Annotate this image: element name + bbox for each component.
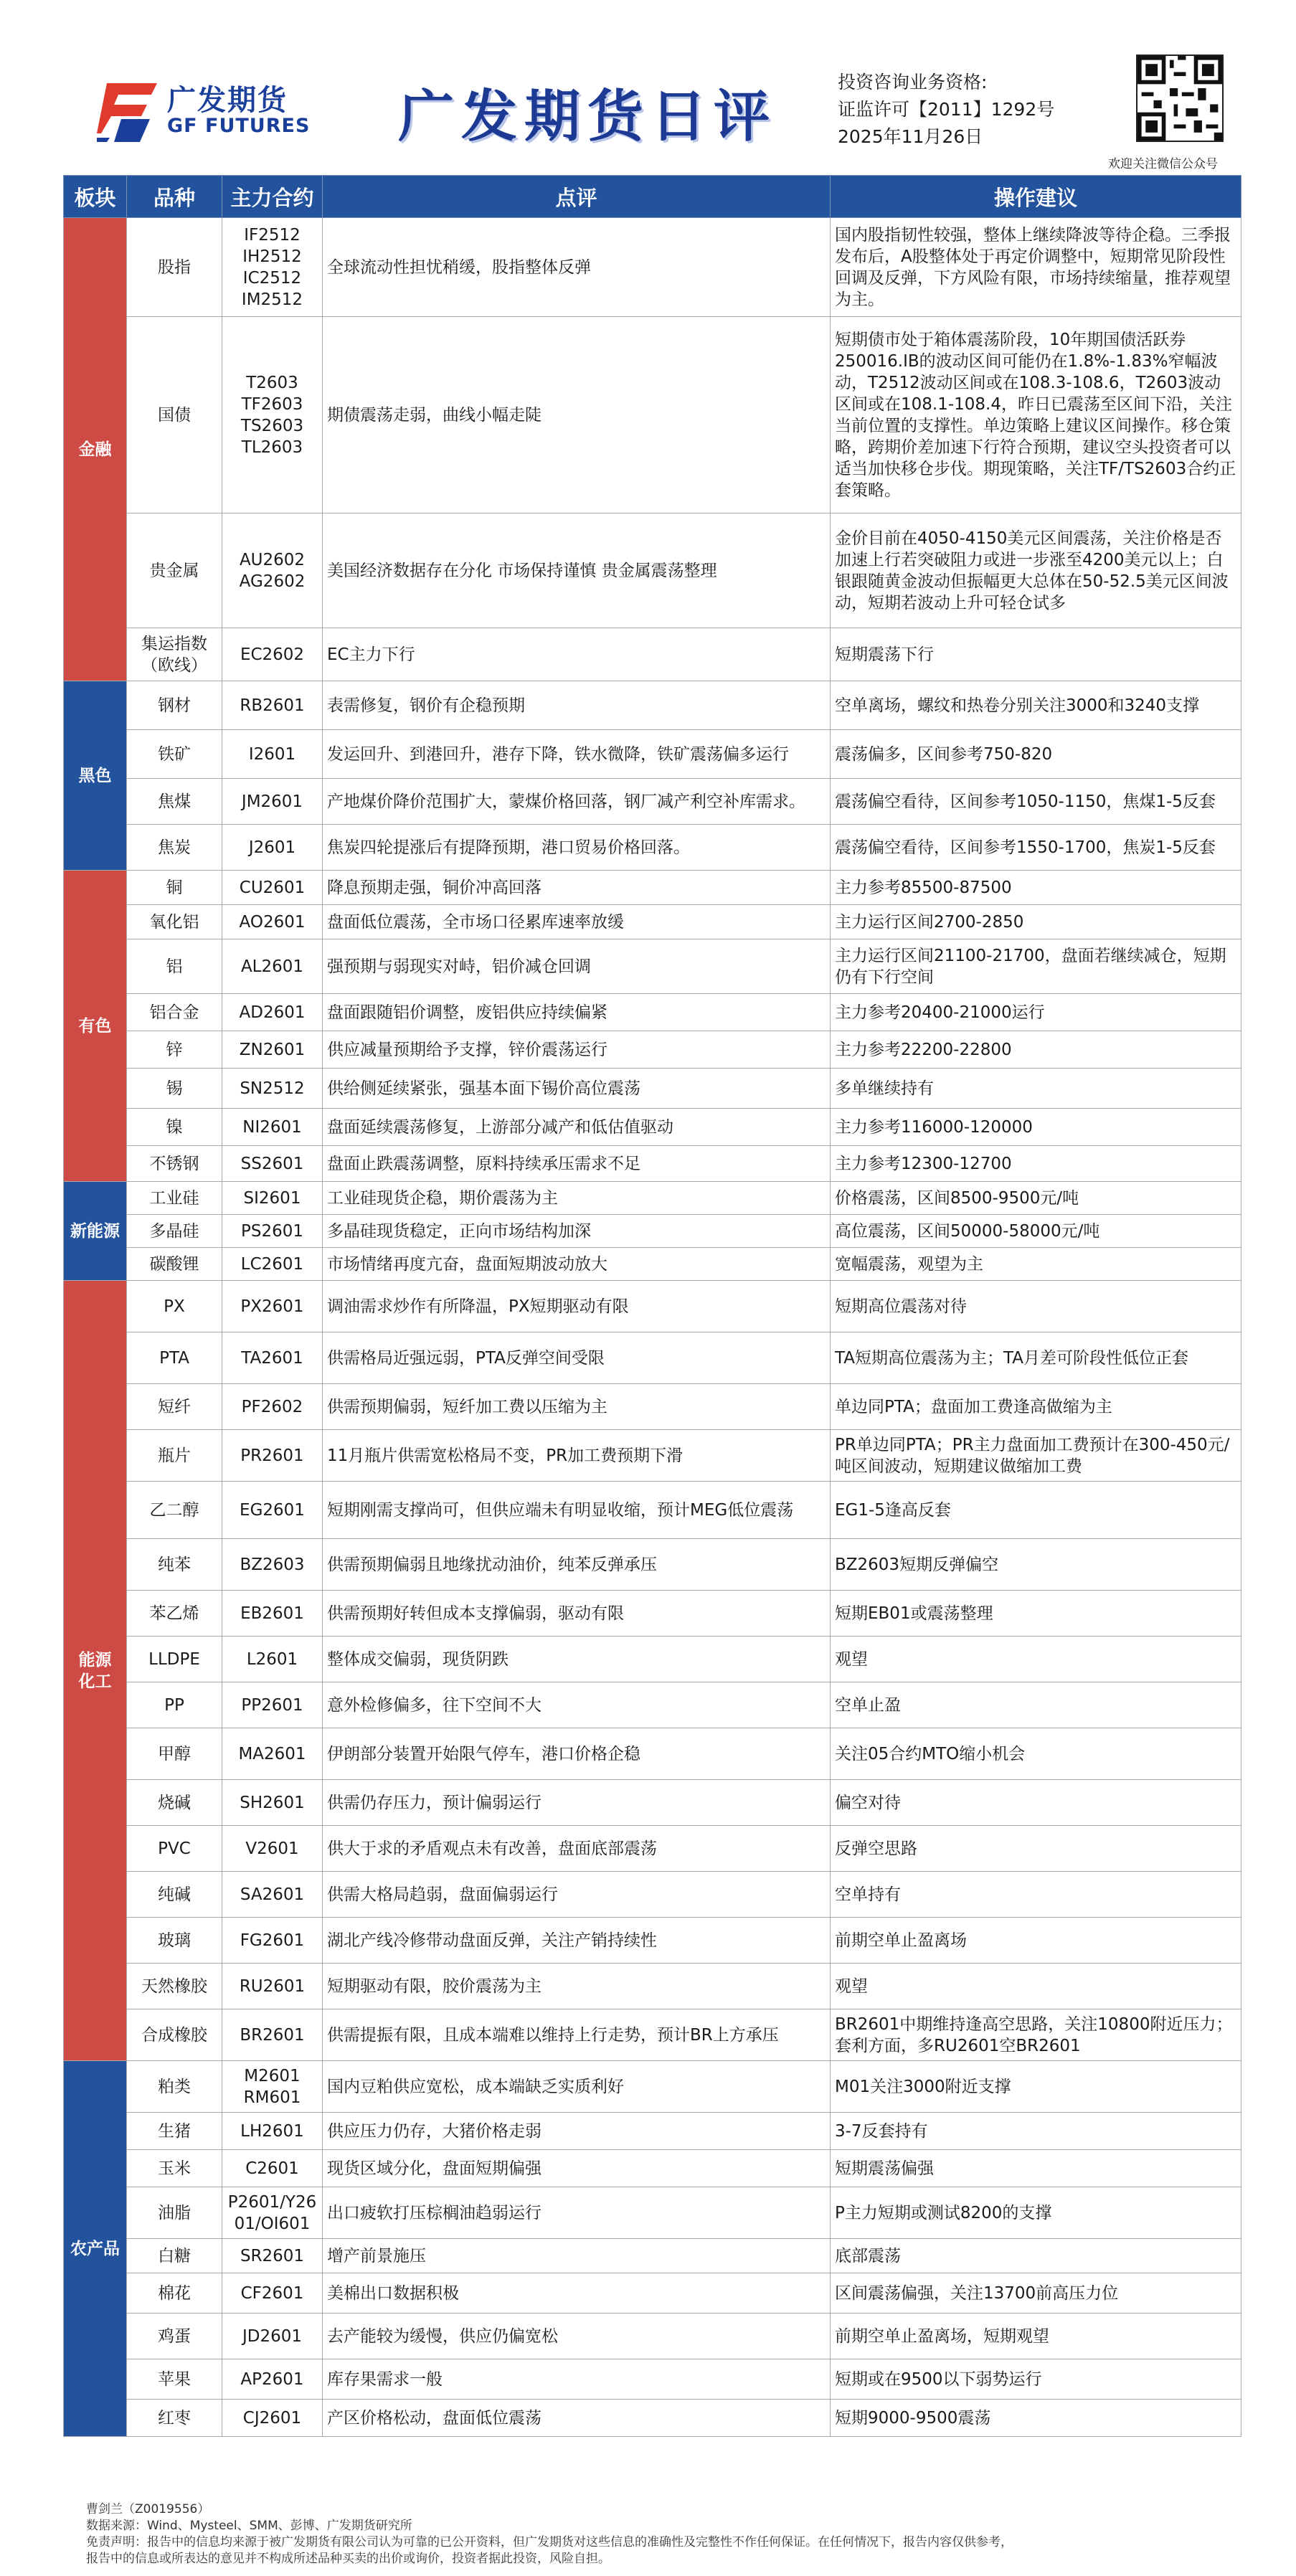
contract-cell: CU2601 [222,871,323,905]
table-row [64,1682,1241,1728]
table-row [64,1332,1241,1384]
table-row [64,1430,1241,1482]
comment-cell: 盘面延续震荡修复，上游部分减产和低估值驱动 [323,1109,831,1146]
table-row [64,994,1241,1031]
variety-cell: 生猪 [127,2113,222,2150]
advice-cell: 3-7反套持有 [831,2113,1241,2150]
table-row [64,628,1241,681]
comment-cell: 11月瓶片供需宽松格局不变，PR加工费预期下滑 [323,1430,831,1482]
report-header [0,0,1296,171]
table-row [64,218,1241,317]
table-row [64,1591,1241,1637]
advice-cell: 短期震荡下行 [831,628,1241,681]
contract-cell: PF2602 [222,1384,323,1430]
contract-cell: CJ2601 [222,2400,323,2437]
comment-cell: 供给侧延续紧张，强基本面下锡价高位震荡 [323,1069,831,1109]
comment-cell: 盘面跟随铝价调整，废铝供应持续偏紧 [323,994,831,1031]
table-row [64,1109,1241,1146]
contract-cell: FG2601 [222,1918,323,1964]
advice-cell: 主力参考116000-120000 [831,1109,1241,1146]
comment-cell: 供需提振有限，且成本端难以维持上行走势，预计BR上方承压 [323,2009,831,2061]
advice-cell: 主力参考20400-21000运行 [831,994,1241,1031]
data-source-line: 数据来源：Wind、Mysteel、SMM、彭博、广发期货研究所 [86,2519,412,2533]
contract-cell: SN2512 [222,1069,323,1109]
variety-cell: 红枣 [127,2400,222,2437]
advice-cell: 震荡偏空看待，区间参考1550-1700，焦炭1-5反套 [831,825,1241,871]
variety-cell: 纯碱 [127,1872,222,1918]
comment-cell: 供需预期好转但成本支撑偏弱，驱动有限 [323,1591,831,1637]
advice-cell: 震荡偏空看待，区间参考1050-1150，焦煤1-5反套 [831,779,1241,825]
contract-cell: P2601/Y26 01/OI601 [222,2187,323,2239]
comment-cell: 增产前景施压 [323,2239,831,2273]
table-row [64,871,1241,905]
variety-cell: 不锈钢 [127,1146,222,1182]
variety-cell: 碳酸锂 [127,1248,222,1281]
contract-cell: AP2601 [222,2359,323,2400]
variety-cell: 油脂 [127,2187,222,2239]
comment-cell: 产区价格松动，盘面低位震荡 [323,2400,831,2437]
contract-cell: LH2601 [222,2113,323,2150]
variety-cell: LLDPE [127,1637,222,1682]
variety-cell: 股指 [127,218,222,317]
advice-cell: 空单止盈 [831,1682,1241,1728]
logo-chinese-name: 广发期货 [167,84,288,117]
comment-cell: 盘面低位震荡，全市场口径累库速率放缓 [323,905,831,939]
license-number: 证监许可【2011】1292号 [838,99,1055,120]
advice-cell: 区间震荡偏强，关注13700前高压力位 [831,2273,1241,2314]
contract-cell: JM2601 [222,779,323,825]
variety-cell: 天然橡胶 [127,1964,222,2009]
comment-cell: EC主力下行 [323,628,831,681]
table-row [64,779,1241,825]
table-row [64,1872,1241,1918]
contract-cell: AD2601 [222,994,323,1031]
variety-cell: 短纤 [127,1384,222,1430]
advice-cell: 主力参考12300-12700 [831,1146,1241,1182]
comment-cell: 出口疲软打压棕榈油趋弱运行 [323,2187,831,2239]
table-row [64,1826,1241,1872]
contract-cell: CF2601 [222,2273,323,2314]
variety-cell: 铝 [127,939,222,994]
table-header-row [64,176,1241,218]
variety-cell: 锌 [127,1031,222,1069]
comment-cell: 短期驱动有限，胶价震荡为主 [323,1964,831,2009]
comment-cell: 供应减量预期给予支撑，锌价震荡运行 [323,1031,831,1069]
comment-cell: 美棉出口数据积极 [323,2273,831,2314]
contract-cell: IF2512 IH2512 IC2512 IM2512 [222,218,323,317]
table-row [64,825,1241,871]
comment-cell: 现货区域分化，盘面短期偏强 [323,2150,831,2187]
advice-cell: TA短期高位震荡为主；TA月差可阶段性低位正套 [831,1332,1241,1384]
contract-cell: EB2601 [222,1591,323,1637]
table-row [64,1215,1241,1248]
comment-cell: 湖北产线冷修带动盘面反弹，关注产销持续性 [323,1918,831,1964]
advice-cell: 价格震荡，区间8500-9500元/吨 [831,1182,1241,1215]
comment-cell: 市场情绪再度亢奋，盘面短期波动放大 [323,1248,831,1281]
table-row [64,1281,1241,1332]
variety-cell: 国债 [127,317,222,513]
contract-cell: RU2601 [222,1964,323,2009]
variety-cell: 乙二醇 [127,1482,222,1539]
variety-cell: PX [127,1281,222,1332]
table-row [64,681,1241,730]
disclaimer-line: 免责声明：报告中的信息均来源于被广发期货有限公司认为可靠的已公开资料，但广发期货对这些信息的准确性及完整性不作任何保证。在任何情况下，报告内容仅供参考， [86,2535,1013,2549]
variety-cell: 焦炭 [127,825,222,871]
variety-cell: 铜 [127,871,222,905]
contract-cell: AL2601 [222,939,323,994]
variety-cell: 瓶片 [127,1430,222,1482]
advice-cell: 观望 [831,1637,1241,1682]
table-row [64,1964,1241,2009]
column-header-sector: 板块 [64,176,127,218]
comment-cell: 多晶硅现货稳定，正向市场结构加深 [323,1215,831,1248]
advice-cell: 短期震荡偏强 [831,2150,1241,2187]
table-row [64,1539,1241,1591]
comment-cell: 供需格局近强远弱，PTA反弹空间受限 [323,1332,831,1384]
contract-cell: T2603 TF2603 TS2603 TL2603 [222,317,323,513]
advice-cell: 主力参考85500-87500 [831,871,1241,905]
sector-cell-ferrous: 黑色 [64,681,127,871]
column-header-contract: 主力合约 [222,176,323,218]
sector-cell-agri: 农产品 [64,2061,127,2437]
advice-cell: 国内股指韧性较强，整体上继续降波等待企稳。三季报发布后，A股整体处于再定价调整中，短期常见阶段性回调及反弹，下方风险有限，市场持续缩量，推荐观望为主。 [831,218,1241,317]
table-row [64,2113,1241,2150]
table-row [64,1637,1241,1682]
contract-cell: NI2601 [222,1109,323,1146]
table-row [64,905,1241,939]
variety-cell: 锡 [127,1069,222,1109]
contract-cell: PP2601 [222,1682,323,1728]
comment-cell: 调油需求炒作有所降温，PX短期驱动有限 [323,1281,831,1332]
table-row [64,1248,1241,1281]
comment-cell: 期债震荡走弱，曲线小幅走陡 [323,317,831,513]
variety-cell: PP [127,1682,222,1728]
variety-cell: 铝合金 [127,994,222,1031]
table-row [64,2150,1241,2187]
variety-cell: 纯苯 [127,1539,222,1591]
contract-cell: SA2601 [222,1872,323,1918]
advice-cell: 宽幅震荡，观望为主 [831,1248,1241,1281]
variety-cell: 钢材 [127,681,222,730]
contract-cell: M2601 RM601 [222,2061,323,2113]
advice-cell: BZ2603短期反弹偏空 [831,1539,1241,1591]
gf-futures-logo [97,73,326,145]
comment-cell: 供需仍存压力，预计偏弱运行 [323,1780,831,1826]
variety-cell: 贵金属 [127,513,222,628]
comment-cell: 供需预期偏弱，短纤加工费以压缩为主 [323,1384,831,1430]
advice-cell: 主力运行区间21100-21700，盘面若继续减仓，短期仍有下行空间 [831,939,1241,994]
comment-cell: 去产能较为缓慢，供应仍偏宽松 [323,2314,831,2359]
table-row [64,939,1241,994]
table-row [64,1918,1241,1964]
contract-cell: SI2601 [222,1182,323,1215]
contract-cell: AU2602 AG2602 [222,513,323,628]
advice-cell: 观望 [831,1964,1241,2009]
column-header-variety: 品种 [127,176,222,218]
advice-cell: 前期空单止盈离场 [831,1918,1241,1964]
column-header-comment: 点评 [323,176,831,218]
advice-cell: 空单离场，螺纹和热卷分别关注3000和3240支撑 [831,681,1241,730]
sector-cell-nonferrous: 有色 [64,871,127,1182]
contract-cell: PR2601 [222,1430,323,1482]
contract-cell: AO2601 [222,905,323,939]
contract-cell: C2601 [222,2150,323,2187]
table-row [64,1069,1241,1109]
advice-cell: P主力短期或测试8200的支撑 [831,2187,1241,2239]
contract-cell: PS2601 [222,1215,323,1248]
wechat-qr-code [1136,55,1224,142]
variety-cell: 玉米 [127,2150,222,2187]
advice-cell: 前期空单止盈离场，短期观望 [831,2314,1241,2359]
variety-cell: 镍 [127,1109,222,1146]
variety-cell: 苯乙烯 [127,1591,222,1637]
contract-cell: RB2601 [222,681,323,730]
table-row [64,2239,1241,2273]
license-info [838,69,1054,151]
table-row [64,1384,1241,1430]
contract-cell: TA2601 [222,1332,323,1384]
variety-cell: 集运指数 （欧线） [127,628,222,681]
table-row [64,1031,1241,1069]
report-date: 2025年11月26日 [838,126,983,147]
variety-cell: 白糖 [127,2239,222,2273]
variety-cell: 棉花 [127,2273,222,2314]
license-label: 投资咨询业务资格: [838,72,988,93]
contract-cell: J2601 [222,825,323,871]
sector-cell-energy: 能源 化工 [64,1281,127,2061]
contract-cell: MA2601 [222,1728,323,1780]
gf-logo-icon [97,73,157,142]
sector-cell-finance: 金融 [64,218,127,681]
comment-cell: 供大于求的矛盾观点未有改善，盘面底部震荡 [323,1826,831,1872]
comment-cell: 发运回升、到港回升，港存下降，铁水微降，铁矿震荡偏多运行 [323,730,831,779]
advice-cell: M01关注3000附近支撑 [831,2061,1241,2113]
contract-cell: BZ2603 [222,1539,323,1591]
table-row [64,2400,1241,2437]
contract-cell: EG2601 [222,1482,323,1539]
advice-cell: 金价目前在4050-4150美元区间震荡，关注价格是否加速上行若突破阻力或进一步涨至4200美元以上；白银跟随黄金波动但振幅更大总体在50-52.5美元区间波动，短期若波动上升可轻仓试多 [831,513,1241,628]
contract-cell: JD2601 [222,2314,323,2359]
variety-cell: 玻璃 [127,1918,222,1964]
comment-cell: 表需修复，钢价有企稳预期 [323,681,831,730]
table-row [64,513,1241,628]
advice-cell: PR单边同PTA；PR主力盘面加工费预计在300-450元/吨区间波动，短期建议做缩加工费 [831,1430,1241,1482]
table-row [64,2009,1241,2061]
comment-cell: 供应压力仍存，大猪价格走弱 [323,2113,831,2150]
table-row [64,2187,1241,2239]
variety-cell: 氧化铝 [127,905,222,939]
advice-cell: 多单继续持有 [831,1069,1241,1109]
comment-cell: 供需预期偏弱且地缘扰动油价，纯苯反弹承压 [323,1539,831,1591]
comment-cell: 伊朗部分装置开始限气停车，港口价格企稳 [323,1728,831,1780]
contract-cell: ZN2601 [222,1031,323,1069]
variety-cell: 合成橡胶 [127,2009,222,2061]
advice-cell: 短期或在9500以下弱势运行 [831,2359,1241,2400]
table-row [64,1182,1241,1215]
table-row [64,1146,1241,1182]
advice-cell: 偏空对待 [831,1780,1241,1826]
variety-cell: 烧碱 [127,1780,222,1826]
comment-cell: 盘面止跌震荡调整，原料持续承压需求不足 [323,1146,831,1182]
table-row [64,730,1241,779]
variety-cell: 多晶硅 [127,1215,222,1248]
advice-cell: 高位震荡，区间50000-58000元/吨 [831,1215,1241,1248]
advice-cell: BR2601中期维持逢高空思路，关注10800附近压力；套利方面，多RU2601空BR2601 [831,2009,1241,2061]
advice-cell: 短期EB01或震荡整理 [831,1591,1241,1637]
advice-cell: 空单持有 [831,1872,1241,1918]
advice-cell: 底部震荡 [831,2239,1241,2273]
advice-cell: 短期9000-9500震荡 [831,2400,1241,2437]
contract-cell: SR2601 [222,2239,323,2273]
comment-cell: 库存果需求一般 [323,2359,831,2400]
contract-cell: L2601 [222,1637,323,1682]
qr-caption: 欢迎关注微信公众号 [1108,157,1218,171]
comment-cell: 美国经济数据存在分化 市场保持谨慎 贵金属震荡整理 [323,513,831,628]
table-row [64,2061,1241,2113]
variety-cell: 甲醇 [127,1728,222,1780]
advice-cell: 主力运行区间2700-2850 [831,905,1241,939]
variety-cell: PVC [127,1826,222,1872]
contract-cell: EC2602 [222,628,323,681]
table-row [64,1780,1241,1826]
advice-cell: EG1-5逢高反套 [831,1482,1241,1539]
table-row [64,2314,1241,2359]
advice-cell: 震荡偏多，区间参考750-820 [831,730,1241,779]
comment-cell: 全球流动性担忧稍缓，股指整体反弹 [323,218,831,317]
logo-english-name: GF FUTURES [167,115,311,137]
comment-cell: 工业硅现货企稳，期价震荡为主 [323,1182,831,1215]
advice-cell: 关注05合约MTO缩小机会 [831,1728,1241,1780]
table-row [64,2359,1241,2400]
contract-cell: V2601 [222,1826,323,1872]
advice-cell: 单边同PTA；盘面加工费逢高做缩为主 [831,1384,1241,1430]
table-row [64,1482,1241,1539]
report-footer [86,2501,1013,2567]
variety-cell: 苹果 [127,2359,222,2400]
comment-cell: 国内豆粕供应宽松，成本端缺乏实质利好 [323,2061,831,2113]
comment-cell: 整体成交偏弱，现货阴跌 [323,1637,831,1682]
contract-cell: BR2601 [222,2009,323,2061]
variety-cell: 焦煤 [127,779,222,825]
table-row [64,2273,1241,2314]
advice-cell: 主力参考22200-22800 [831,1031,1241,1069]
advice-cell: 反弹空思路 [831,1826,1241,1872]
contract-cell: SH2601 [222,1780,323,1826]
advice-cell: 短期高位震荡对待 [831,1281,1241,1332]
comment-cell: 强预期与弱现实对峙，铝价减仓回调 [323,939,831,994]
advice-cell: 短期债市处于箱体震荡阶段，10年期国债活跃券250016.IB的波动区间可能仍在1.8%-1.83%窄幅波动，T2512波动区间或在108.3-108.6，T2603波动区间或在108.1-108.4，昨日已震荡至区间下沿，关注当前位置的支撑性。单边策略上建议区间操作。移仓策略，跨期价差加速下行符合预期，建议空头投资者可以适当加快移仓步伐。期现策略，关注TF/TS2603合约正套策略。 [831,317,1241,513]
comment-cell: 焦炭四轮提涨后有提降预期，港口贸易价格回落。 [323,825,831,871]
table-row [64,1728,1241,1780]
column-header-advice: 操作建议 [831,176,1241,218]
page-title: 广发期货日评 [398,85,777,149]
comment-cell: 降息预期走强，铜价冲高回落 [323,871,831,905]
comment-cell: 产地煤价降价范围扩大，蒙煤价格回落，钢厂减产利空补库需求。 [323,779,831,825]
comment-cell: 短期刚需支撑尚可，但供应端未有明显收缩，预计MEG低位震荡 [323,1482,831,1539]
contract-cell: I2601 [222,730,323,779]
variety-cell: 工业硅 [127,1182,222,1215]
variety-cell: 鸡蛋 [127,2314,222,2359]
sector-cell-newenergy: 新能源 [64,1182,127,1281]
daily-review-table [63,175,1241,2437]
disclaimer-line-2: 报告中的信息或所表达的意见并不构成所述品种买卖的出价或询价，投资者据此投资，风险自担。 [86,2552,610,2566]
contract-cell: LC2601 [222,1248,323,1281]
variety-cell: 铁矿 [127,730,222,779]
variety-cell: 粕类 [127,2061,222,2113]
comment-cell: 意外检修偏多，往下空间不大 [323,1682,831,1728]
comment-cell: 供需大格局趋弱，盘面偏弱运行 [323,1872,831,1918]
table-row [64,317,1241,513]
contract-cell: PX2601 [222,1281,323,1332]
analyst-line: 曹剑兰（Z0019556） [86,2502,210,2516]
variety-cell: PTA [127,1332,222,1384]
contract-cell: SS2601 [222,1146,323,1182]
qr-code-icon [1137,56,1222,141]
